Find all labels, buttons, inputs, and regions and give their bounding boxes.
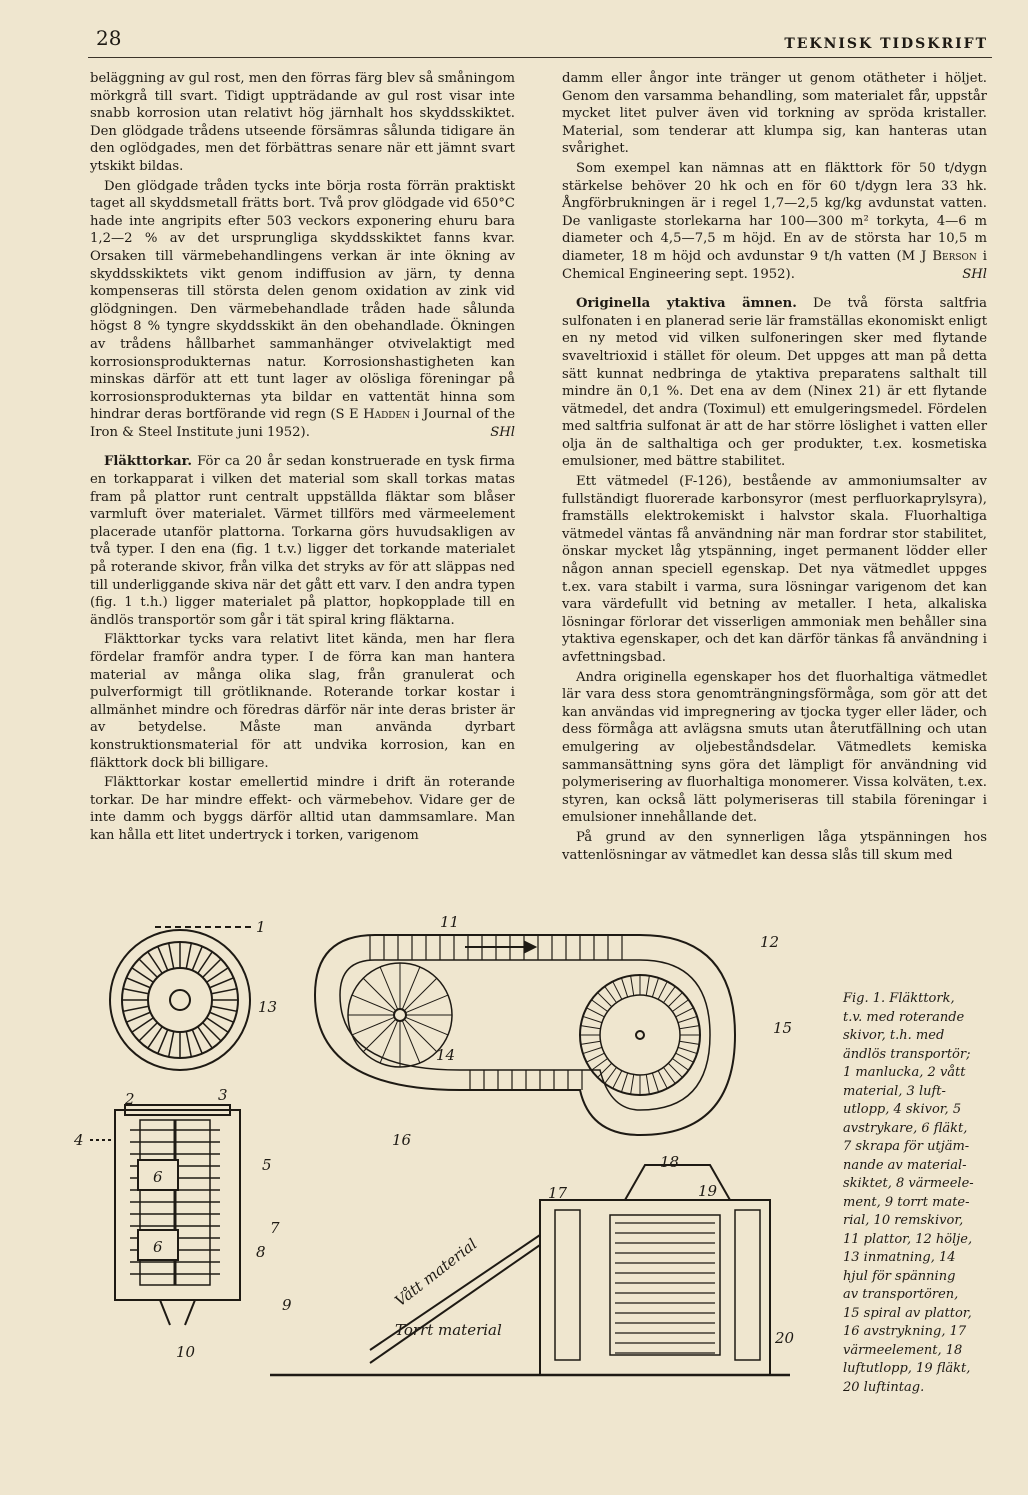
figure-number-label: 9: [282, 1296, 292, 1314]
figure-number-label: 17: [548, 1184, 568, 1202]
section-heading: Originella ytaktiva ämnen.: [576, 296, 797, 312]
paragraph: Fläkttorkar. För ca 20 år sedan konstruerade en tysk firma en torkapparat i vilken det material som skall torkas matas fram på plattor runt centralt uppställda fläktar som blåser varmluft över materialet. Värmet tillförs med värmeelement placerade utanför plattorna. Torkarna görs huvudsakligen av två typer. I den ena (fig. 1 t.v.) ligger det torkande materialet på roterande skivor, från vilka det stryks av för att släppas ned till underliggande skiva när det gått ett varv. I den andra typen (fig. 1 t.h.) ligger materialet på plattor, hopkopplade till en ändlös transportör som går i tät spiral kring fläktarna.: [90, 454, 515, 628]
caption-line: hjul för spänning: [843, 1268, 956, 1284]
page-header: [0, 0, 1028, 60]
figure-number-label: 5: [262, 1156, 272, 1174]
figure-dryer-drawing: [70, 905, 820, 1405]
caption-line: 15 spiral av plattor,: [843, 1305, 972, 1321]
figure-number-label: 6: [153, 1238, 163, 1256]
paragraph: Fläkttorkar kostar emellertid mindre i drift än roterande torkar. De har mindre effekt- och värmebehov. Vidare ger de inte damm och byggs därför alltid utan dammsamlare. Man kan hålla ett litet undertryck i torken, varigenom: [90, 775, 515, 843]
caption-line: material, 3 luft-: [843, 1083, 946, 1099]
figure-number-label: 14: [436, 1046, 456, 1064]
figure-number-label: 12: [760, 933, 780, 951]
disc-dryer-side-view: [90, 1105, 240, 1325]
signature: SHl: [490, 424, 515, 440]
conveyor-dryer-top-view: [315, 935, 735, 1135]
figure-number-label: 2: [125, 1090, 135, 1108]
disc-dryer-top-view: [110, 927, 255, 1070]
paragraph: beläggning av gul rost, men den förras färg blev så småningom mörkgrå till svart. Tidigt uppträdande av gul rost visar inte snabb korrosion utan relativt hög järnhalt hos skyddsskiktet. Den glödgade trådens utseende försämras sålunda tidigare än den oglödgades, men det förbättras senare när ett jämnt svart ytskikt bildas.: [90, 71, 515, 174]
signature: SHl: [962, 266, 987, 282]
journal-title: TEKNISK TIDSKRIFT: [784, 36, 988, 52]
author-name: Berson: [932, 248, 977, 264]
caption-line: 16 avstrykning, 17: [843, 1324, 967, 1339]
figure-number-label: 7: [270, 1219, 280, 1237]
paragraph: Som exempel kan nämnas att en fläkttork för 50 t/dygn stärkelse behöver 20 hk och en för 60 t/dygn lera 33 hk. Ångförbrukningen är i regel 1,7—2,5 kg/kg avdunstat vatten. De vanligaste storlekarna har 100—300 m² torkyta, 4—6 m diameter och 4,5—7,5 m höjd. En av de största har 10,5 m diameter, 18 m höjd och avdunstar 9 t/h vatten (M J Berson i Chemical Engineering sept. 1952). SHl: [562, 160, 987, 282]
caption-line: 20 luftintag.: [843, 1379, 925, 1395]
dry-material-label: Torrt material: [395, 1321, 502, 1339]
paragraph: Ett vätmedel (F-126), bestående av ammoniumsalter av fullständigt fluorerade karbonsyror (mest perfluorkaprylsyra), framställs elektrokemiskt i halvstor skala. Fluorhaltiga vätmedel väntas få användning när man fordrar stor stabilitet, önskar mycket låg ytspänning, inget permanent lödder eller någon annan speciell egenskap. Det nya vätmedlet uppges t.ex. vara stabilt i varma, sura lösningar varigenom det kan vara värdefullt vid betning av metaller. I heta, alkaliska lösningar förlorar det visserligen ammoniak men behåller sina ytaktiva egenskaper, och det kan därför tänkas få användning i avfettningsbad.: [562, 474, 987, 665]
figure-number-label: 3: [218, 1086, 228, 1104]
caption-line: Fig. 1. Fläkttork,: [843, 991, 955, 1006]
figure-number-label: 11: [440, 913, 460, 931]
paragraph: Andra originella egenskaper hos det fluorhaltiga vätmedlet lär vara dess stora genomträngningsförmåga, som gör att det kan användas vid impregnering av tjocka tyger eller läder, och dess förmåga att avlägsna smuts utan återutfällning och utan emulgering av oljebeståndsdelar. Vätmedlets kemiska sammansättning syns göra det lämpligt för användning vid polymerisering av fluorhaltiga monomerer. Vissa kolväten, t.ex. styren, kan också lätt polymeriseras till stabila föreningar i emulsioner innehållande det.: [562, 669, 987, 826]
header-rule: [88, 57, 992, 58]
figure-caption: [843, 990, 993, 1397]
figure-number-label: 1: [256, 918, 266, 936]
figure-number-label: 18: [660, 1153, 680, 1171]
caption-line: 7 skrapa för utjäm-: [843, 1139, 970, 1154]
caption-line: utlopp, 4 skivor, 5: [843, 1102, 962, 1117]
right-column: [562, 70, 987, 866]
caption-line: 13 inmatning, 14: [843, 1250, 956, 1265]
caption-line: värmeelement, 18: [843, 1342, 963, 1358]
caption-line: nande av material-: [843, 1157, 967, 1173]
paragraph: Den glödgade tråden tycks inte börja rosta förrän praktiskt taget all skyddsmetall frätts bort. Två prov glödgade vid 650°C hade inte angripits efter 503 veckors exponering ehuru bara 1,2—2 % av det ursprungliga skyddsskiktet fanns kvar. Orsaken till värmebehandlingens verkan är inte ökning av skyddsskiktets vikt genom indiffusion av järn, ty denna kompenseras till största delen genom oxidation av zink vid glödgningen. Den värmebehandlade tråden hade sålunda högst 8 % tyngre skyddsskikt än den obehandlade. Ökningen av trådens hållbarhet sammanhänger otvivelaktigt med korrosionsprodukternas natur. Korrosionshastigheten kan minskas därför att ett tunt lager av olösliga föreningar på korrosionsprodukternas yta bildar en vattentät hinna som hindrar deras bortförande vid regn (S E Hadden i Journal of the Iron & Steel Institute juni 1952). SHl: [90, 178, 515, 440]
caption-line: avstrykare, 6 fläkt,: [843, 1120, 968, 1136]
caption-line: luftutlopp, 19 fläkt,: [843, 1361, 971, 1376]
section-heading: Fläkttorkar.: [104, 454, 192, 470]
figure-number-label: 13: [258, 998, 278, 1016]
wet-material-label: Vått material: [391, 1235, 481, 1311]
figure-number-label: 10: [176, 1343, 196, 1361]
left-column: [90, 70, 515, 847]
paragraph: damm eller ångor inte tränger ut genom otätheter i höljet. Genom den varsamma behandling, som materialet får, uppstår mycket litet pulver även vid torkning av spröda kristaller. Material, som tenderar att klumpa sig, kan hanteras utan svårighet.: [562, 71, 987, 157]
paragraph: Fläkttorkar tycks vara relativt litet kända, men har flera fördelar framför andra typer. I de förra kan man hantera material av många olika slag, från granulerat och pulverformigt till grötliknande. Roterande torkar kostar i allmänhet mindre och föredras därför när inte deras brister är av betydelse. Måste man använda dyrbart konstruktionsmaterial för att undvika korrosion, kan en fläkttork dock bli billigare.: [90, 632, 515, 771]
figure-number-label: 20: [775, 1329, 795, 1347]
figure-number-label: 8: [256, 1243, 266, 1261]
figure-number-label: 4: [74, 1131, 84, 1149]
caption-line: 1 manlucka, 2 vått: [843, 1065, 966, 1080]
figure-number-label: 19: [698, 1182, 718, 1200]
caption-line: ment, 9 torrt mate-: [843, 1194, 970, 1210]
caption-line: rial, 10 remskivor,: [843, 1213, 964, 1228]
author-name: Hadden: [363, 407, 410, 423]
figure-number-label: 6: [153, 1168, 163, 1186]
caption-line: skiktet, 8 värmeele-: [843, 1176, 974, 1191]
caption-line: skivor, t.h. med: [843, 1028, 945, 1043]
caption-line: av transportören,: [843, 1287, 959, 1302]
caption-line: ändlös transportör;: [843, 1046, 971, 1062]
page-number: 28: [96, 26, 122, 50]
figure-number-label: 16: [392, 1131, 412, 1149]
paragraph: Originella ytaktiva ämnen. De två första saltfria sulfonaten i en planerad serie lär framställas ekonomiskt enligt en ny metod vid vilken sulfoneringen sker med flytande svaveltrioxid i stället för oleum. Det uppges att man på detta sätt kunnat nedbringa de ytaktiva preparatens salthalt till mindre än 0,1 %. Det ena av dem (Ninex 21) är ett flytande vätmedel, det andra (Toximul) ett emulgeringsmedel. Fördelen med saltfria sulfonat är att de har större löslighet i vatten eller olja än de salthaltiga och ger produkter, t.ex. kosmetiska emulsioner, med bättre stabilitet.: [562, 296, 987, 470]
caption-line: 11 plattor, 12 hölje,: [843, 1231, 973, 1247]
caption-line: t.v. med roterande: [843, 1009, 965, 1025]
figure-number-label: 15: [773, 1019, 793, 1037]
paragraph: På grund av den synnerligen låga ytspänningen hos vattenlösningar av vätmedlet kan dessa slås till skum med: [562, 829, 987, 863]
